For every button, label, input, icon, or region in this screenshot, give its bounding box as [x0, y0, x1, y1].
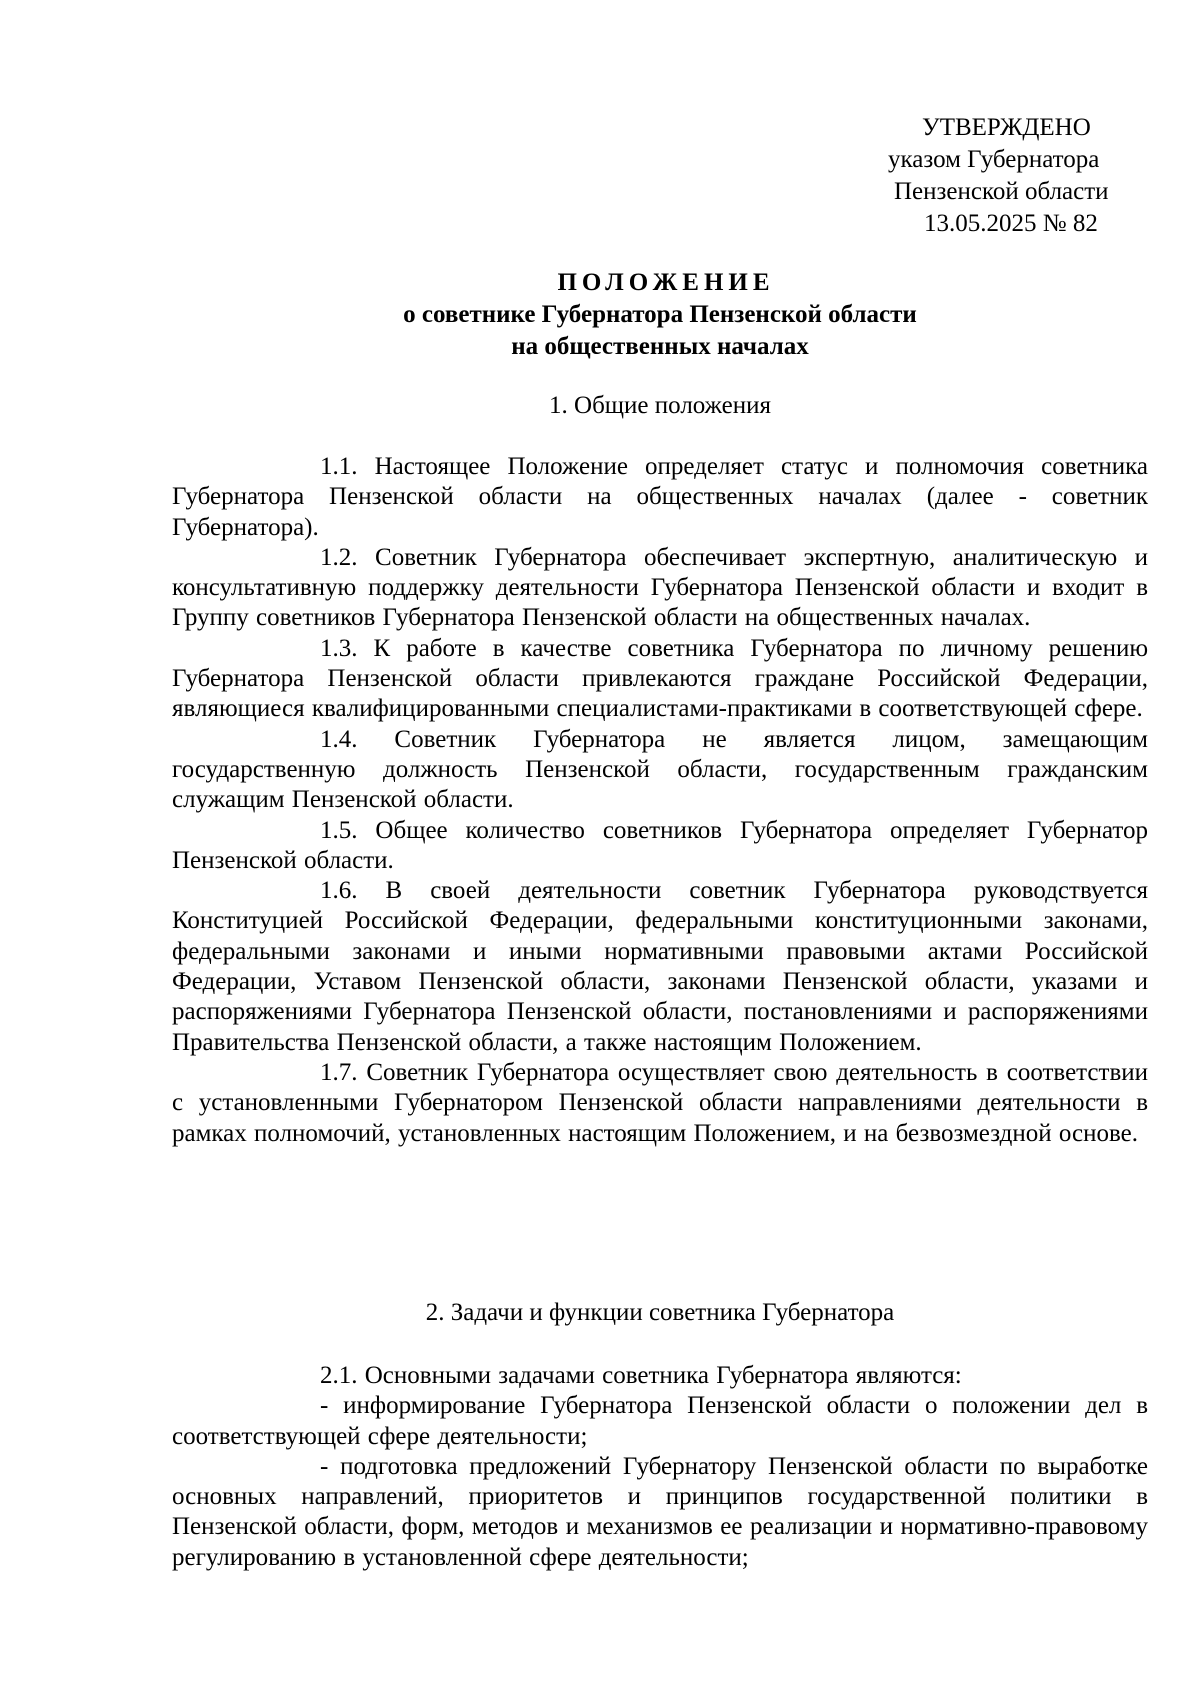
paragraph-text: К работе в качестве советника Губернатора по личному решению Губернатора Пензенской области привлекаются граждане Российской Федерации, являющиеся квалифицированными специалистами-практиками в соответствующей сфере.	[172, 634, 1148, 723]
paragraph-text: Общее количество советников Губернатора определяет Губернатор Пензенской области.	[172, 816, 1149, 874]
paragraph-number: 1.2.	[320, 543, 358, 571]
section-2-body	[172, 1361, 1148, 1573]
paragraph	[172, 1058, 1148, 1149]
paragraph	[172, 725, 1148, 816]
paragraph-text: Основными задачами советника Губернатора являются:	[364, 1362, 962, 1389]
approval-stamp	[870, 112, 1130, 240]
paragraph-text: Советник Губернатора осуществляет свою деятельность в соответствии с установленными Губернатором Пензенской области направлениями деятельности в рамках полномочий, установленных настоящим Положением, и на безвозмездной основе.	[172, 1058, 1149, 1147]
list-dash: -	[320, 1392, 329, 1420]
paragraph	[172, 876, 1148, 1058]
paragraph	[172, 634, 1148, 725]
list-item	[172, 1391, 1148, 1452]
approval-line: УТВЕРЖДЕНО	[922, 114, 1091, 141]
document-title	[170, 267, 1150, 363]
section-heading: 1. Общие положения	[549, 392, 771, 419]
list-dash: -	[320, 1452, 329, 1480]
paragraph	[172, 816, 1148, 877]
approval-line: Пензенской области	[894, 178, 1109, 205]
section-heading: 2. Задачи и функции советника Губернатора	[425, 1299, 895, 1326]
paragraph-number: 1.1.	[320, 453, 358, 480]
list-item-text: подготовка предложений Губернатору Пензенской области по выработке основных направлений, приоритетов и принципов государственной политики в Пензенской области, форм, методов и механизмов ее реализации и нормативно-правовому регулированию в установленной сфере деятельности;	[172, 1452, 1149, 1571]
paragraph-number: 1.6.	[320, 877, 358, 905]
paragraph-text: В своей деятельности советник Губернатора руководствуется Конституцией Российской Федерации, федеральными конституционными законами, федеральными законами и иными нормативными правовыми актами Российской Федерации, Уставом Пензенской области, законами Пензенской области, указами и распоряжениями Губернатора Пензенской области, постановлениями и распоряжениями Правительства Пензенской области, а также настоящим Положением.	[172, 877, 1148, 1056]
paragraph	[172, 543, 1148, 634]
paragraph-text: Советник Губернатора не является лицом, замещающим государственную должность Пензенской области, государственным гражданским служащим Пензенской области.	[172, 725, 1148, 814]
title-subtitle: на общественных началах	[511, 333, 809, 360]
paragraph	[172, 1361, 1148, 1391]
paragraph-number: 1.3.	[320, 634, 358, 662]
paragraph-number: 1.5.	[320, 816, 358, 844]
paragraph	[172, 452, 1148, 543]
paragraph-number: 1.4.	[320, 725, 358, 753]
approval-date-number: 13.05.2025 № 82	[924, 210, 1098, 237]
section-1-body	[172, 452, 1148, 1149]
paragraph-text: Советник Губернатора обеспечивает экспертную, аналитическую и консультативную поддержку деятельности Губернатора Пензенской области и входит в Группу советников Губернатора Пензенской области на общественных началах.	[172, 543, 1149, 632]
title-subtitle: о советнике Губернатора Пензенской области	[403, 301, 917, 328]
approval-line: указом Губернатора	[888, 146, 1100, 173]
list-item	[172, 1452, 1148, 1573]
paragraph-number: 1.7.	[320, 1058, 358, 1086]
title-main: ПОЛОЖЕНИЕ	[557, 269, 775, 296]
list-item-text: информирование Губернатора Пензенской области о положении дел в соответствующей сфере деятельности;	[172, 1392, 1149, 1450]
paragraph-text: Настоящее Положение определяет статус и полномочия советника Губернатора Пензенской области на общественных началах (далее - советник Губернатора).	[172, 453, 1148, 541]
paragraph-number: 2.1.	[320, 1362, 358, 1389]
